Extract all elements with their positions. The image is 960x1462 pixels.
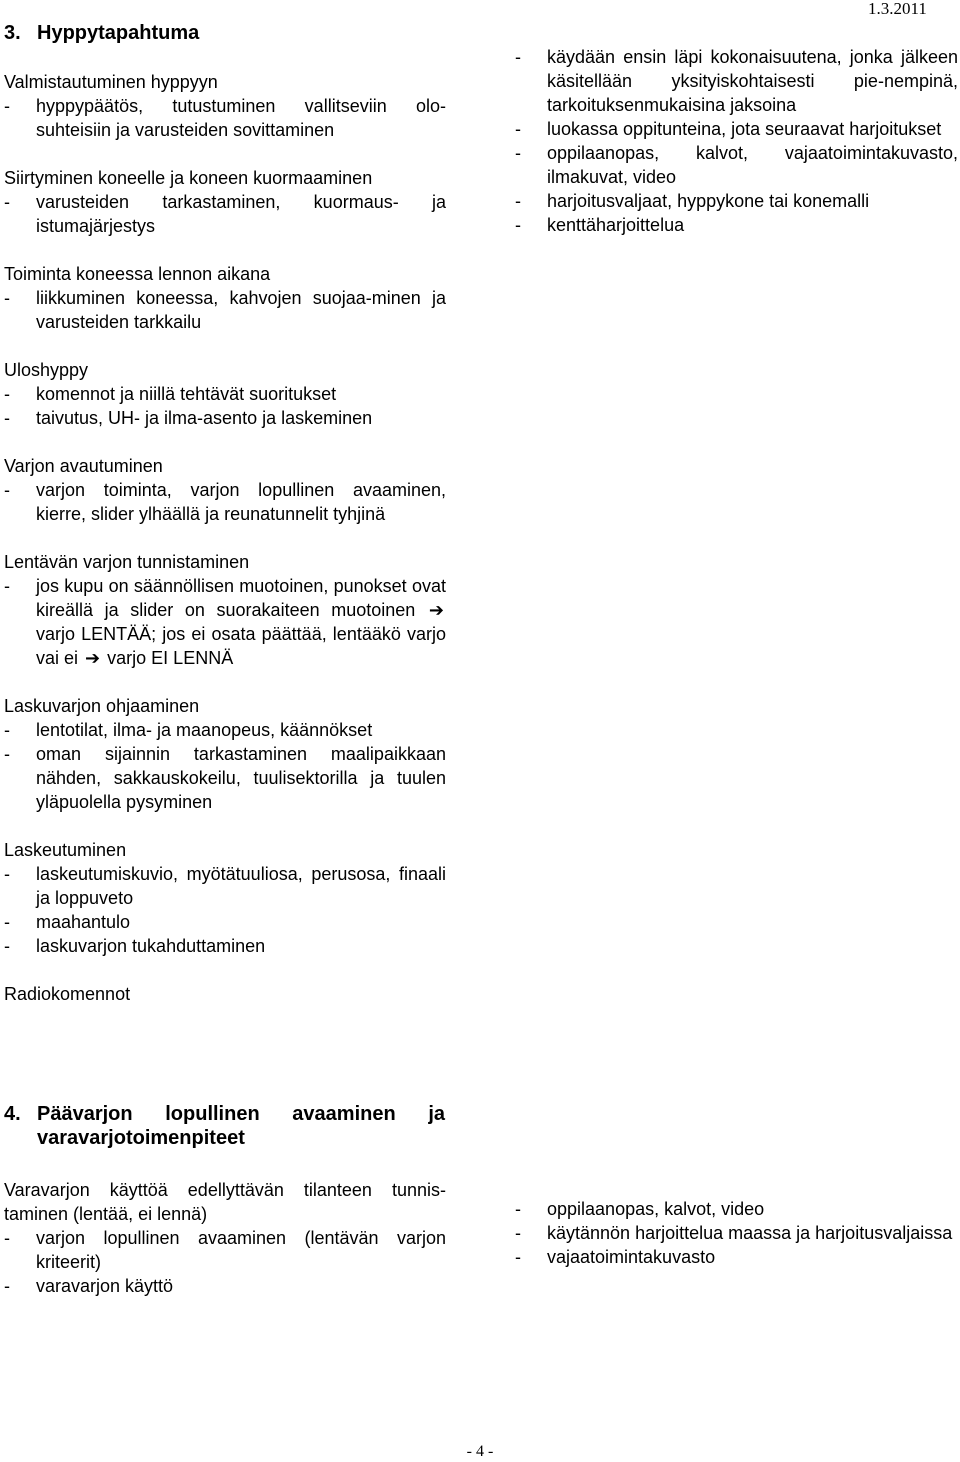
section-3-heading	[4, 21, 199, 45]
topic-block	[4, 166, 446, 238]
list-item: - oppilaanopas, kalvot, vajaatoimintakuvasto, ilmakuvat, video	[515, 143, 958, 187]
section-3-methods	[515, 45, 958, 237]
topic-title: Lentävän varjon tunnistaminen	[4, 552, 250, 572]
topic-title: Valmistautuminen hyppyyn	[4, 72, 218, 92]
list-item-text: oman sijainnin tarkastaminen maalipaikkaan nähden, sakkauskokeilu, tuulisektorilla ja tuulen yläpuolella pysyminen	[36, 744, 446, 812]
list-item-text-part: jos kupu on säännöllisen muotoinen, punokset ovat kireällä ja slider on suorakaiteen muotoinen	[36, 576, 446, 620]
topic-title: Toiminta koneessa lennon aikana	[4, 264, 271, 284]
list-item-text-part: varjo EI LENNÄ	[107, 648, 234, 668]
topic-title: Laskeutuminen	[4, 840, 127, 860]
page-number-text: - 4 -	[466, 1443, 494, 1460]
list-item: - kenttäharjoittelua	[515, 213, 958, 237]
list-item: - taivutus, UH- ja ilma-asento ja laskeminen	[4, 406, 446, 430]
arrow-right-icon: ➔	[428, 600, 444, 620]
list-item: - varusteiden tarkastaminen, kuormaus- ja istumajärjestys	[4, 192, 446, 236]
list-item: - lentotilat, ilma- ja maanopeus, käännökset	[4, 718, 446, 742]
topic-block	[4, 1178, 446, 1298]
section-4-number: 4.	[4, 1103, 21, 1125]
list-item-text: liikkuminen koneessa, kahvojen suojaa-minen ja varusteiden tarkkailu	[36, 288, 446, 332]
list-item-text: varavarjon käyttö	[36, 1276, 174, 1296]
list-item-text: maahantulo	[36, 912, 131, 932]
list-item: - luokassa oppitunteina, jota seuraavat harjoitukset	[515, 117, 958, 141]
list-item-text: laskeutumiskuvio, myötätuuliosa, perusosa, finaali ja loppuveto	[36, 864, 446, 908]
list-item-text: harjoitusvaljaat, hyppykone tai konemalli	[547, 191, 870, 211]
section-4-title: Päävarjon lopullinen avaaminen ja varavarjotoimenpiteet	[37, 1103, 445, 1149]
section-4-methods	[515, 1197, 958, 1269]
list-item-text: hyppypäätös, tutustuminen vallitseviin olo-suhteisiin ja varusteiden sovittaminen	[36, 96, 446, 140]
list-item: - laskuvarjon tukahduttaminen	[4, 934, 446, 958]
topic-block	[4, 838, 446, 958]
section-3-topics	[4, 70, 446, 358]
list-item: - varjon lopullinen avaaminen (lentävän varjon kriteerit)	[4, 1228, 446, 1272]
list-item-text-part: varjo LENTÄÄ; jos ei osata päättää, lentääkö varjo vai ei	[36, 624, 446, 668]
list-item: - hyppypäätös, tutustuminen vallitseviin olo-suhteisiin ja varusteiden sovittaminen	[4, 96, 446, 140]
list-item-text: käytännön harjoittelua maassa ja harjoitusvaljaissa	[547, 1223, 953, 1243]
list-item-text: taivutus, UH- ja ilma-asento ja laskeminen	[36, 408, 373, 428]
list-item-text: luokassa oppitunteina, jota seuraavat harjoitukset	[547, 119, 942, 139]
topic-title: Varjon avautuminen	[4, 456, 163, 476]
topic-title: Uloshyppy	[4, 360, 89, 380]
topic-title: Laskuvarjon ohjaaminen	[4, 696, 200, 716]
list-item-text: komennot ja niillä tehtävät suoritukset	[36, 384, 337, 404]
topic-block	[4, 982, 446, 1006]
list-item: - varavarjon käyttö	[4, 1274, 446, 1298]
list-item-text: vajaatoimintakuvasto	[547, 1247, 716, 1267]
list-item: - maahantulo	[4, 910, 446, 934]
list-item: - laskeutumiskuvio, myötätuuliosa, perusosa, finaali ja loppuveto	[4, 864, 446, 908]
list-item-text: varusteiden tarkastaminen, kuormaus- ja istumajärjestys	[36, 192, 446, 236]
list-item-text: laskuvarjon tukahduttaminen	[36, 936, 266, 956]
section-4-topics	[4, 1178, 446, 1322]
list-item-text: oppilaanopas, kalvot, video	[547, 1199, 765, 1219]
topic-block	[4, 358, 446, 430]
section-3-title: Hyppytapahtuma	[37, 22, 200, 44]
list-item-text: lentotilat, ilma- ja maanopeus, käännökset	[36, 720, 373, 740]
topic-block	[4, 70, 446, 142]
topic-title: Varavarjon käyttöä edellyttävän tilanteen tunnis-taminen (lentää, ei lennä)	[4, 1180, 446, 1224]
topic-block	[4, 550, 446, 670]
list-item: - käydään ensin läpi kokonaisuutena, jonka jälkeen käsitellään yksityiskohtaisesti pie-nempinä, tarkoituksenmukaisina jaksoina	[515, 47, 958, 115]
list-item: - oppilaanopas, kalvot, video	[515, 1197, 958, 1221]
list-item: - harjoitusvaljaat, hyppykone tai konemalli	[515, 189, 958, 213]
list-item: - liikkuminen koneessa, kahvojen suojaa-minen ja varusteiden tarkkailu	[4, 288, 446, 332]
topic-block	[4, 694, 446, 814]
list-item: - varjon toiminta, varjon lopullinen avaaminen, kierre, slider ylhäällä ja reunatunnelit tyhjinä	[4, 480, 446, 524]
list-item-text: käydään ensin läpi kokonaisuutena, jonka jälkeen käsitellään yksityiskohtaisesti pie-nempinä, tarkoituksenmukaisina jaksoina	[547, 47, 958, 115]
list-item-text: kenttäharjoittelua	[547, 215, 685, 235]
section-3-topics-cont	[4, 358, 446, 1030]
topic-title: Radiokomennot	[4, 984, 131, 1004]
topic-block	[4, 454, 446, 526]
list-item: - komennot ja niillä tehtävät suoritukset	[4, 382, 446, 406]
list-item-text: varjon toiminta, varjon lopullinen avaaminen, kierre, slider ylhäällä ja reunatunnelit tyhjinä	[36, 480, 446, 524]
topic-block	[4, 262, 446, 334]
section-4-heading	[4, 1102, 445, 1150]
section-3-number: 3.	[4, 22, 21, 44]
list-item: - vajaatoimintakuvasto	[515, 1245, 958, 1269]
list-item-text	[36, 574, 446, 670]
arrow-right-icon: ➔	[85, 648, 101, 668]
page-number	[0, 1442, 960, 1462]
list-item-text: varjon lopullinen avaaminen (lentävän varjon kriteerit)	[36, 1228, 446, 1272]
document-date: 1.3.2011	[868, 0, 927, 18]
topic-title: Siirtyminen koneelle ja koneen kuormaaminen	[4, 168, 373, 188]
list-item-text: oppilaanopas, kalvot, vajaatoimintakuvasto, ilmakuvat, video	[547, 143, 958, 187]
list-item: - oman sijainnin tarkastaminen maalipaikkaan nähden, sakkauskokeilu, tuulisektorilla ja tuulen yläpuolella pysyminen	[4, 744, 446, 812]
list-item: - jos kupu on säännöllisen muotoinen, punokset ovat kireällä ja slider on suorakaiteen muotoinen ➔ varjo LENTÄÄ; jos ei osata päättää, lentääkö varjo vai ei ➔ varjo EI LENNÄ	[4, 576, 446, 668]
list-item: - käytännön harjoittelua maassa ja harjoitusvaljaissa	[515, 1221, 958, 1245]
